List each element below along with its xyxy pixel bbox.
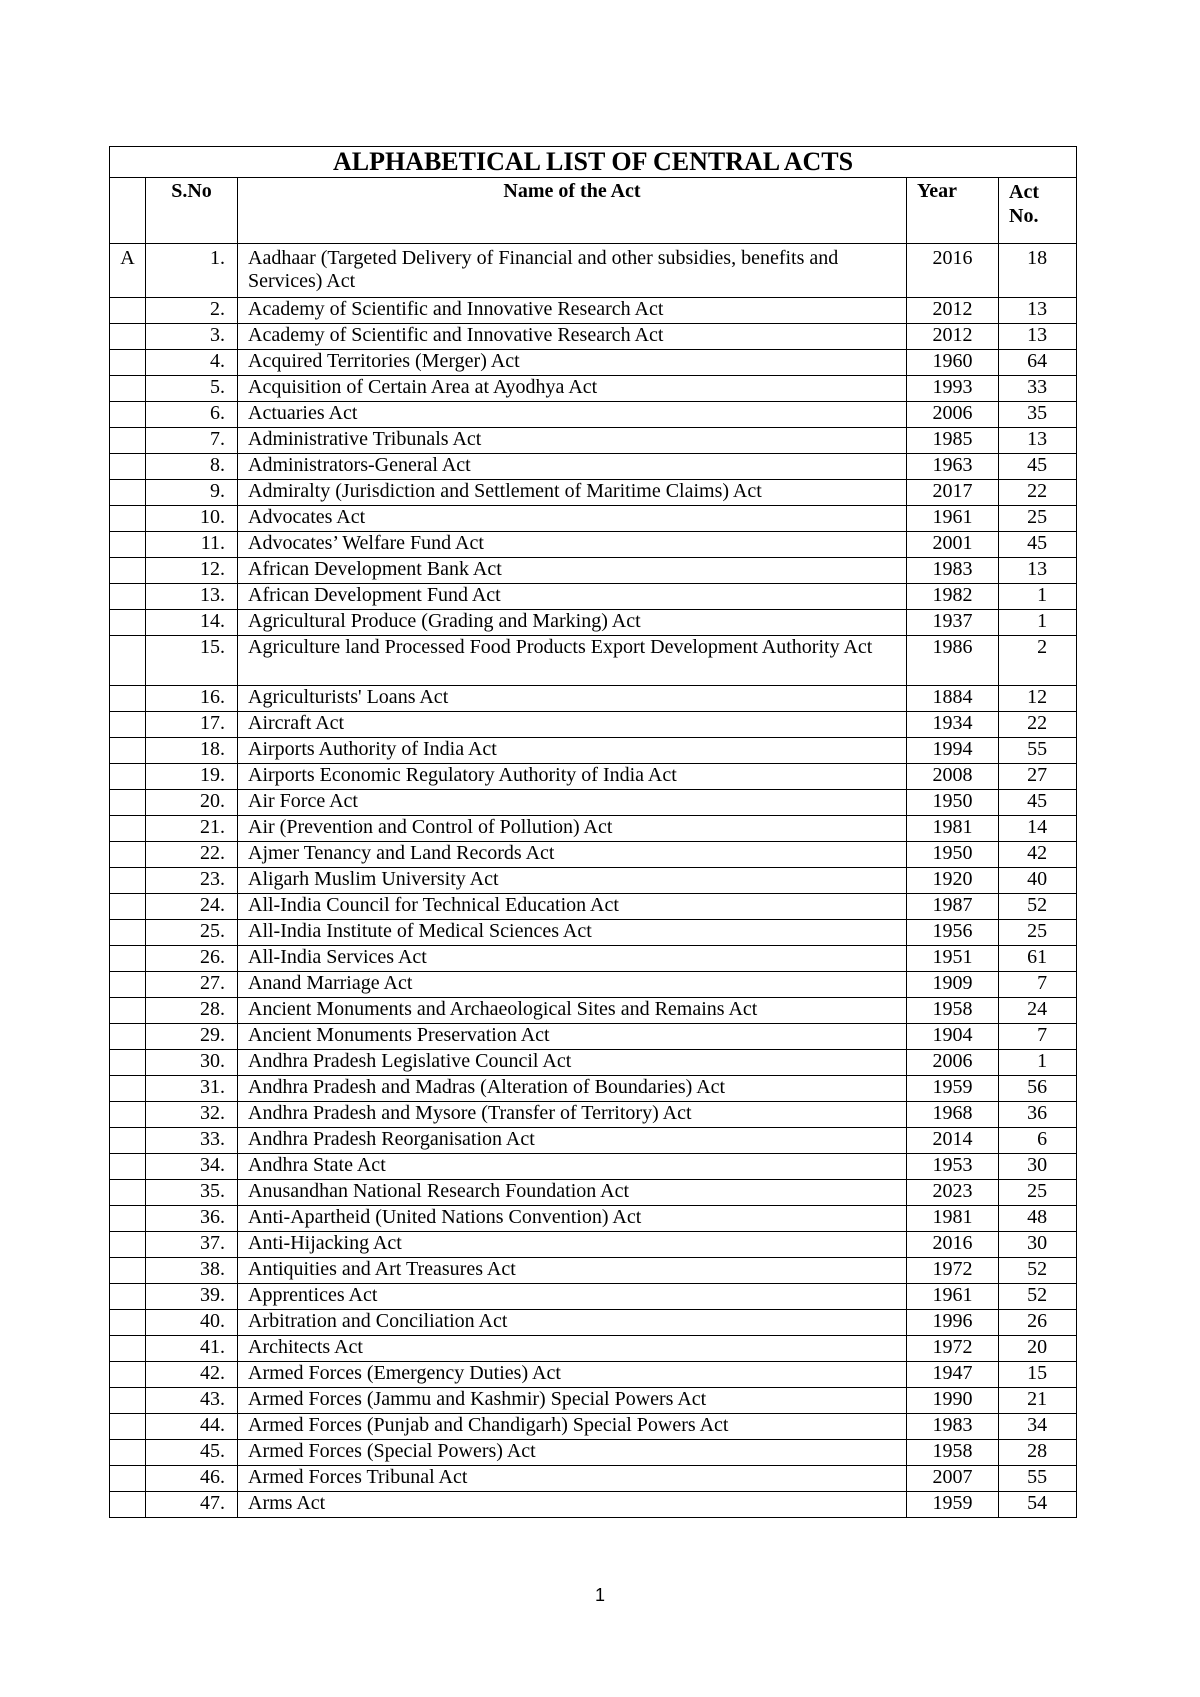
header-year: Year [907, 178, 999, 244]
act-name-cell: Airports Economic Regulatory Authority of India Act [238, 764, 907, 790]
act-name-cell: Anti-Apartheid (United Nations Convention) Act [238, 1206, 907, 1232]
table-row [110, 480, 1077, 506]
table-row [110, 1388, 1077, 1414]
table-row [110, 402, 1077, 428]
act-number-cell: 27 [999, 764, 1077, 790]
act-number-cell: 45 [999, 454, 1077, 480]
act-year-cell: 2012 [907, 298, 999, 324]
header-letter-cell [110, 178, 146, 244]
table-row [110, 790, 1077, 816]
section-letter-cell [110, 584, 146, 610]
act-name-cell: Agriculturists' Loans Act [238, 686, 907, 712]
act-number-cell: 22 [999, 712, 1077, 738]
act-number-cell: 52 [999, 1258, 1077, 1284]
serial-number-cell: 27. [146, 972, 238, 998]
serial-number-cell: 35. [146, 1180, 238, 1206]
act-name-cell: Armed Forces (Punjab and Chandigarh) Special Powers Act [238, 1414, 907, 1440]
act-name-cell: Administrators-General Act [238, 454, 907, 480]
act-year-cell: 1968 [907, 1102, 999, 1128]
act-number-cell: 28 [999, 1440, 1077, 1466]
act-year-cell: 1950 [907, 842, 999, 868]
document-title: ALPHABETICAL LIST OF CENTRAL ACTS [110, 147, 1077, 178]
act-year-cell: 1909 [907, 972, 999, 998]
serial-number-cell: 36. [146, 1206, 238, 1232]
act-number-cell: 55 [999, 738, 1077, 764]
act-number-cell: 7 [999, 1024, 1077, 1050]
section-letter-cell [110, 1024, 146, 1050]
serial-number-cell: 8. [146, 454, 238, 480]
act-year-cell: 1961 [907, 1284, 999, 1310]
table-row [110, 894, 1077, 920]
act-year-cell: 1982 [907, 584, 999, 610]
section-letter-cell [110, 1336, 146, 1362]
act-number-cell: 15 [999, 1362, 1077, 1388]
act-number-cell: 13 [999, 298, 1077, 324]
act-number-cell: 12 [999, 686, 1077, 712]
section-letter-cell [110, 1154, 146, 1180]
act-year-cell: 1950 [907, 790, 999, 816]
table-row [110, 376, 1077, 402]
act-name-cell: All-India Institute of Medical Sciences Act [238, 920, 907, 946]
act-year-cell: 1993 [907, 376, 999, 402]
act-number-cell: 36 [999, 1102, 1077, 1128]
section-letter-cell [110, 1206, 146, 1232]
serial-number-cell: 10. [146, 506, 238, 532]
serial-number-cell: 40. [146, 1310, 238, 1336]
act-number-cell: 25 [999, 506, 1077, 532]
serial-number-cell: 41. [146, 1336, 238, 1362]
act-year-cell: 1963 [907, 454, 999, 480]
act-name-cell: Admiralty (Jurisdiction and Settlement of Maritime Claims) Act [238, 480, 907, 506]
serial-number-cell: 6. [146, 402, 238, 428]
act-number-cell: 45 [999, 532, 1077, 558]
section-letter-cell [110, 1102, 146, 1128]
section-letter-cell [110, 998, 146, 1024]
act-name-cell: Armed Forces Tribunal Act [238, 1466, 907, 1492]
serial-number-cell: 47. [146, 1492, 238, 1518]
act-name-cell: Andhra Pradesh Legislative Council Act [238, 1050, 907, 1076]
section-letter-cell [110, 1466, 146, 1492]
act-name-cell: Airports Authority of India Act [238, 738, 907, 764]
table-row [110, 1492, 1077, 1518]
table-row [110, 532, 1077, 558]
table-row [110, 972, 1077, 998]
act-name-cell: Advocates Act [238, 506, 907, 532]
table-row [110, 454, 1077, 480]
act-number-cell: 1 [999, 610, 1077, 636]
header-name: Name of the Act [238, 178, 907, 244]
act-number-cell: 25 [999, 920, 1077, 946]
act-name-cell: Armed Forces (Emergency Duties) Act [238, 1362, 907, 1388]
header-act-no: Act No. [999, 178, 1077, 244]
act-year-cell: 1884 [907, 686, 999, 712]
act-number-cell: 1 [999, 584, 1077, 610]
act-year-cell: 1953 [907, 1154, 999, 1180]
table-row [110, 1310, 1077, 1336]
act-year-cell: 2012 [907, 324, 999, 350]
act-name-cell: African Development Bank Act [238, 558, 907, 584]
act-name-cell: Agricultural Produce (Grading and Marking) Act [238, 610, 907, 636]
section-letter-cell [110, 816, 146, 842]
serial-number-cell: 37. [146, 1232, 238, 1258]
table-row [110, 946, 1077, 972]
act-year-cell: 2016 [907, 244, 999, 298]
section-letter-cell [110, 946, 146, 972]
act-year-cell: 1987 [907, 894, 999, 920]
act-year-cell: 2008 [907, 764, 999, 790]
act-number-cell: 6 [999, 1128, 1077, 1154]
table-row [110, 1440, 1077, 1466]
section-letter-cell [110, 920, 146, 946]
serial-number-cell: 45. [146, 1440, 238, 1466]
act-name-cell: Air Force Act [238, 790, 907, 816]
serial-number-cell: 22. [146, 842, 238, 868]
act-year-cell: 1920 [907, 868, 999, 894]
serial-number-cell: 2. [146, 298, 238, 324]
table-row [110, 1362, 1077, 1388]
table-row [110, 584, 1077, 610]
section-letter-cell [110, 842, 146, 868]
act-name-cell: Andhra State Act [238, 1154, 907, 1180]
table-row [110, 764, 1077, 790]
serial-number-cell: 20. [146, 790, 238, 816]
table-row [110, 298, 1077, 324]
section-letter-cell [110, 1050, 146, 1076]
header-sno: S.No [146, 178, 238, 244]
serial-number-cell: 38. [146, 1258, 238, 1284]
table-row [110, 350, 1077, 376]
act-name-cell: Academy of Scientific and Innovative Research Act [238, 324, 907, 350]
section-letter-cell [110, 1258, 146, 1284]
serial-number-cell: 16. [146, 686, 238, 712]
table-row [110, 686, 1077, 712]
table-row [110, 428, 1077, 454]
section-letter-cell [110, 972, 146, 998]
act-number-cell: 61 [999, 946, 1077, 972]
act-year-cell: 1972 [907, 1336, 999, 1362]
act-name-cell: Air (Prevention and Control of Pollution) Act [238, 816, 907, 842]
serial-number-cell: 19. [146, 764, 238, 790]
table-row [110, 868, 1077, 894]
act-number-cell: 24 [999, 998, 1077, 1024]
serial-number-cell: 42. [146, 1362, 238, 1388]
serial-number-cell: 4. [146, 350, 238, 376]
act-year-cell: 1983 [907, 1414, 999, 1440]
acts-table-body [110, 147, 1077, 1518]
act-number-cell: 22 [999, 480, 1077, 506]
table-row [110, 1076, 1077, 1102]
act-name-cell: Aligarh Muslim University Act [238, 868, 907, 894]
act-year-cell: 1958 [907, 1440, 999, 1466]
act-year-cell: 2023 [907, 1180, 999, 1206]
serial-number-cell: 7. [146, 428, 238, 454]
act-number-cell: 33 [999, 376, 1077, 402]
section-letter-cell [110, 324, 146, 350]
act-year-cell: 1981 [907, 1206, 999, 1232]
serial-number-cell: 3. [146, 324, 238, 350]
serial-number-cell: 28. [146, 998, 238, 1024]
header-row [110, 178, 1077, 244]
section-letter-cell [110, 350, 146, 376]
act-name-cell: Antiquities and Art Treasures Act [238, 1258, 907, 1284]
table-row [110, 712, 1077, 738]
act-name-cell: Anti-Hijacking Act [238, 1232, 907, 1258]
serial-number-cell: 46. [146, 1466, 238, 1492]
table-row [110, 1128, 1077, 1154]
section-letter-cell [110, 1440, 146, 1466]
section-letter-cell [110, 480, 146, 506]
table-row [110, 1180, 1077, 1206]
act-number-cell: 20 [999, 1336, 1077, 1362]
serial-number-cell: 43. [146, 1388, 238, 1414]
serial-number-cell: 31. [146, 1076, 238, 1102]
act-year-cell: 1959 [907, 1492, 999, 1518]
act-name-cell: Ancient Monuments and Archaeological Sites and Remains Act [238, 998, 907, 1024]
section-letter-cell [110, 1414, 146, 1440]
act-name-cell: Andhra Pradesh and Mysore (Transfer of Territory) Act [238, 1102, 907, 1128]
act-name-cell: Armed Forces (Jammu and Kashmir) Special Powers Act [238, 1388, 907, 1414]
act-name-cell: Anand Marriage Act [238, 972, 907, 998]
act-number-cell: 13 [999, 558, 1077, 584]
act-number-cell: 14 [999, 816, 1077, 842]
act-name-cell: Advocates’ Welfare Fund Act [238, 532, 907, 558]
section-letter-cell [110, 506, 146, 532]
table-row [110, 610, 1077, 636]
table-row [110, 1024, 1077, 1050]
serial-number-cell: 23. [146, 868, 238, 894]
act-number-cell: 2 [999, 636, 1077, 686]
act-number-cell: 34 [999, 1414, 1077, 1440]
act-year-cell: 1956 [907, 920, 999, 946]
act-number-cell: 1 [999, 1050, 1077, 1076]
section-letter-cell [110, 402, 146, 428]
act-name-cell: All-India Council for Technical Education Act [238, 894, 907, 920]
serial-number-cell: 9. [146, 480, 238, 506]
act-year-cell: 1958 [907, 998, 999, 1024]
table-row [110, 558, 1077, 584]
table-row [110, 920, 1077, 946]
act-name-cell: Academy of Scientific and Innovative Research Act [238, 298, 907, 324]
act-year-cell: 2006 [907, 1050, 999, 1076]
section-letter-cell [110, 1362, 146, 1388]
act-name-cell: Aircraft Act [238, 712, 907, 738]
section-letter-cell [110, 610, 146, 636]
act-name-cell: Ancient Monuments Preservation Act [238, 1024, 907, 1050]
act-year-cell: 2007 [907, 1466, 999, 1492]
section-letter-cell [110, 894, 146, 920]
act-number-cell: 55 [999, 1466, 1077, 1492]
section-letter-cell [110, 428, 146, 454]
act-name-cell: African Development Fund Act [238, 584, 907, 610]
section-letter-cell [110, 636, 146, 686]
section-letter-cell [110, 1232, 146, 1258]
section-letter-cell [110, 790, 146, 816]
table-row [110, 738, 1077, 764]
section-letter-cell [110, 1492, 146, 1518]
section-letter-cell [110, 454, 146, 480]
act-year-cell: 1990 [907, 1388, 999, 1414]
act-name-cell: Armed Forces (Special Powers) Act [238, 1440, 907, 1466]
act-year-cell: 1996 [907, 1310, 999, 1336]
act-number-cell: 7 [999, 972, 1077, 998]
serial-number-cell: 26. [146, 946, 238, 972]
act-year-cell: 1937 [907, 610, 999, 636]
act-number-cell: 48 [999, 1206, 1077, 1232]
act-number-cell: 25 [999, 1180, 1077, 1206]
act-year-cell: 1994 [907, 738, 999, 764]
act-name-cell: Ajmer Tenancy and Land Records Act [238, 842, 907, 868]
section-letter-cell [110, 764, 146, 790]
serial-number-cell: 11. [146, 532, 238, 558]
act-name-cell: Actuaries Act [238, 402, 907, 428]
serial-number-cell: 18. [146, 738, 238, 764]
serial-number-cell: 14. [146, 610, 238, 636]
table-row [110, 1154, 1077, 1180]
table-row [110, 1336, 1077, 1362]
table-row [110, 1050, 1077, 1076]
section-letter-cell [110, 1180, 146, 1206]
act-number-cell: 54 [999, 1492, 1077, 1518]
act-number-cell: 35 [999, 402, 1077, 428]
table-row [110, 1284, 1077, 1310]
table-row [110, 1232, 1077, 1258]
table-row [110, 1466, 1077, 1492]
serial-number-cell: 17. [146, 712, 238, 738]
serial-number-cell: 34. [146, 1154, 238, 1180]
section-letter-cell [110, 1076, 146, 1102]
section-letter-cell [110, 376, 146, 402]
section-letter-cell [110, 298, 146, 324]
act-number-cell: 52 [999, 894, 1077, 920]
table-row [110, 244, 1077, 298]
act-name-cell: Anusandhan National Research Foundation Act [238, 1180, 907, 1206]
act-number-cell: 64 [999, 350, 1077, 376]
section-letter-cell [110, 1310, 146, 1336]
title-row [110, 147, 1077, 178]
act-year-cell: 1961 [907, 506, 999, 532]
act-year-cell: 2016 [907, 1232, 999, 1258]
section-letter-cell [110, 1284, 146, 1310]
act-name-cell: Arbitration and Conciliation Act [238, 1310, 907, 1336]
section-letter-cell [110, 686, 146, 712]
act-name-cell: Andhra Pradesh and Madras (Alteration of Boundaries) Act [238, 1076, 907, 1102]
act-name-cell: Arms Act [238, 1492, 907, 1518]
act-number-cell: 42 [999, 842, 1077, 868]
section-letter-cell [110, 1388, 146, 1414]
act-name-cell: Acquired Territories (Merger) Act [238, 350, 907, 376]
act-year-cell: 1951 [907, 946, 999, 972]
act-name-cell: Apprentices Act [238, 1284, 907, 1310]
act-year-cell: 1934 [907, 712, 999, 738]
act-name-cell: Architects Act [238, 1336, 907, 1362]
serial-number-cell: 39. [146, 1284, 238, 1310]
table-row [110, 1258, 1077, 1284]
serial-number-cell: 13. [146, 584, 238, 610]
act-name-cell: Andhra Pradesh Reorganisation Act [238, 1128, 907, 1154]
section-letter-cell [110, 1128, 146, 1154]
table-row [110, 1102, 1077, 1128]
page-number: 1 [594, 1585, 605, 1605]
act-year-cell: 2014 [907, 1128, 999, 1154]
act-number-cell: 21 [999, 1388, 1077, 1414]
act-number-cell: 52 [999, 1284, 1077, 1310]
act-year-cell: 1983 [907, 558, 999, 584]
serial-number-cell: 29. [146, 1024, 238, 1050]
act-year-cell: 1972 [907, 1258, 999, 1284]
act-year-cell: 2001 [907, 532, 999, 558]
table-row [110, 324, 1077, 350]
act-year-cell: 1947 [907, 1362, 999, 1388]
table-row [110, 816, 1077, 842]
section-letter-cell [110, 738, 146, 764]
table-row [110, 506, 1077, 532]
act-number-cell: 18 [999, 244, 1077, 298]
act-number-cell: 30 [999, 1154, 1077, 1180]
act-number-cell: 13 [999, 324, 1077, 350]
acts-table [109, 146, 1077, 1518]
serial-number-cell: 44. [146, 1414, 238, 1440]
act-year-cell: 1986 [907, 636, 999, 686]
act-year-cell: 2006 [907, 402, 999, 428]
serial-number-cell: 15. [146, 636, 238, 686]
act-number-cell: 40 [999, 868, 1077, 894]
section-letter-cell [110, 712, 146, 738]
act-year-cell: 2017 [907, 480, 999, 506]
act-number-cell: 13 [999, 428, 1077, 454]
act-name-cell: All-India Services Act [238, 946, 907, 972]
serial-number-cell: 25. [146, 920, 238, 946]
serial-number-cell: 32. [146, 1102, 238, 1128]
act-number-cell: 56 [999, 1076, 1077, 1102]
act-year-cell: 1904 [907, 1024, 999, 1050]
serial-number-cell: 5. [146, 376, 238, 402]
act-year-cell: 1985 [907, 428, 999, 454]
serial-number-cell: 12. [146, 558, 238, 584]
act-number-cell: 30 [999, 1232, 1077, 1258]
act-year-cell: 1981 [907, 816, 999, 842]
serial-number-cell: 21. [146, 816, 238, 842]
act-number-cell: 45 [999, 790, 1077, 816]
table-row [110, 1206, 1077, 1232]
act-year-cell: 1960 [907, 350, 999, 376]
table-row [110, 842, 1077, 868]
table-row [110, 998, 1077, 1024]
section-letter-cell [110, 532, 146, 558]
act-year-cell: 1959 [907, 1076, 999, 1102]
serial-number-cell: 1. [146, 244, 238, 298]
act-name-cell: Acquisition of Certain Area at Ayodhya Act [238, 376, 907, 402]
act-name-cell: Agriculture land Processed Food Products Export Development Authority Act [238, 636, 907, 686]
section-letter-cell [110, 558, 146, 584]
act-name-cell: Administrative Tribunals Act [238, 428, 907, 454]
act-name-cell: Aadhaar (Targeted Delivery of Financial and other subsidies, benefits and Services) Act [238, 244, 907, 298]
table-row [110, 636, 1077, 686]
act-number-cell: 26 [999, 1310, 1077, 1336]
table-row [110, 1414, 1077, 1440]
section-letter-cell [110, 868, 146, 894]
serial-number-cell: 30. [146, 1050, 238, 1076]
serial-number-cell: 24. [146, 894, 238, 920]
serial-number-cell: 33. [146, 1128, 238, 1154]
section-letter-cell: A [110, 244, 146, 298]
